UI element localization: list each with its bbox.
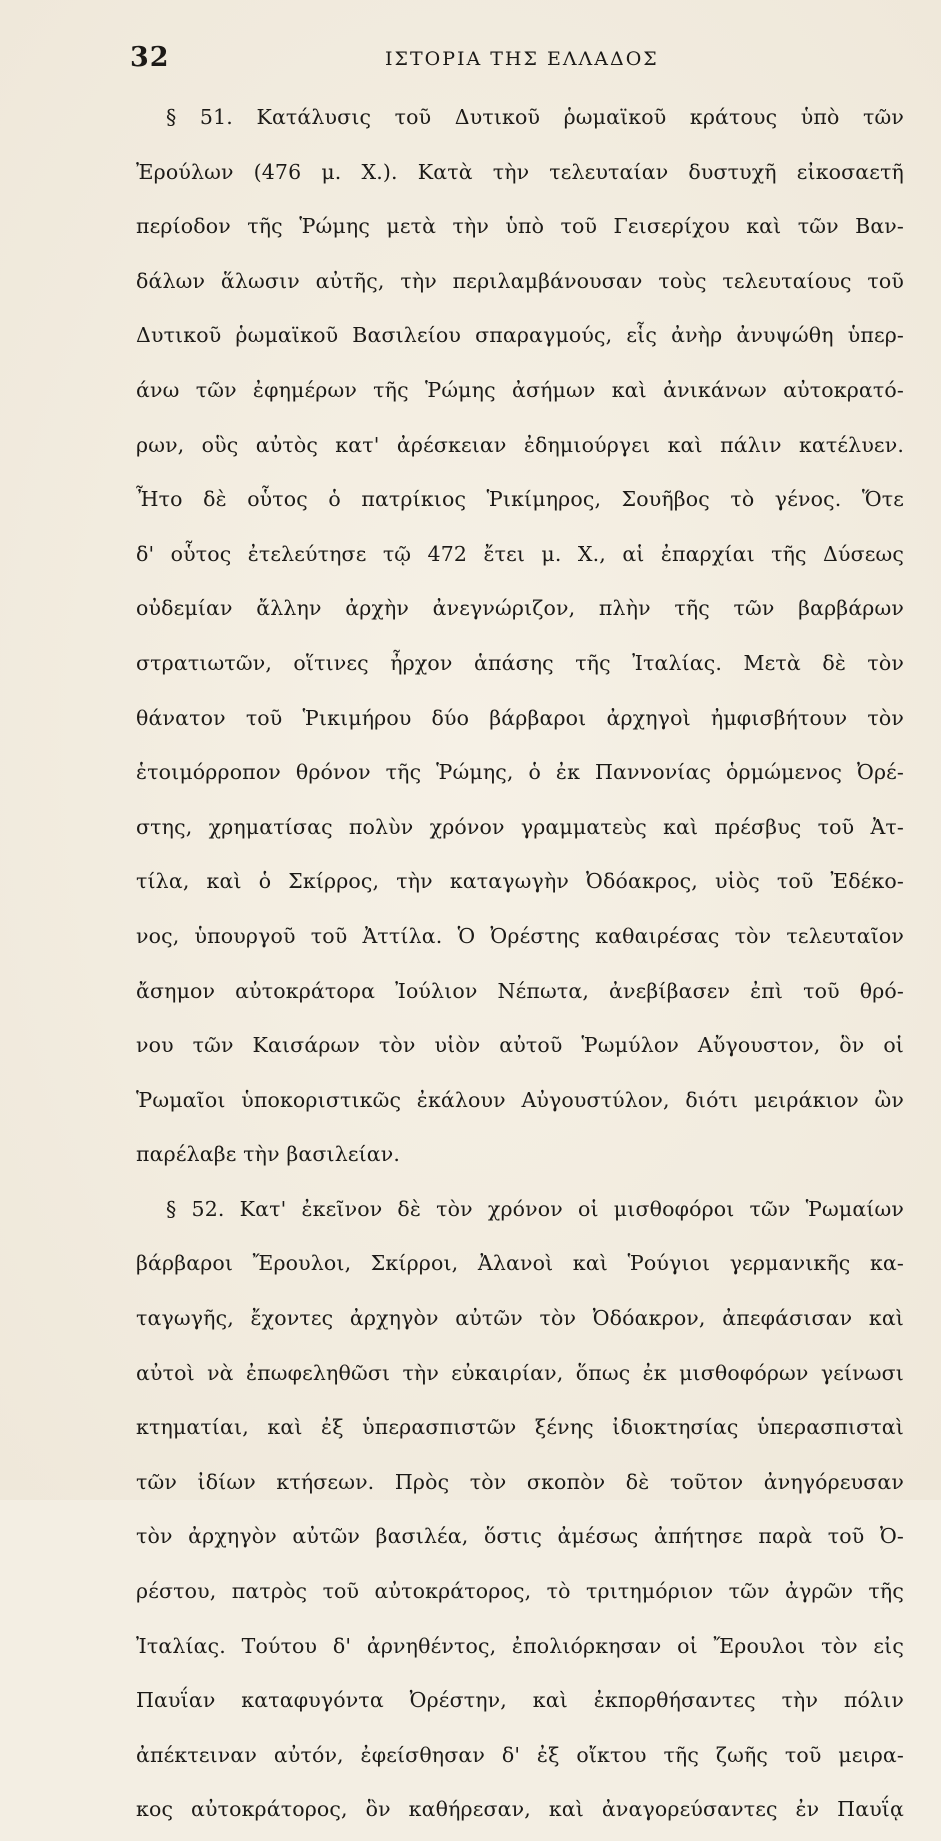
text-line: στρατιωτῶν, οἵτινες ἦρχον ἁπάσης τῆς Ἰταλίας. Μετὰ δὲ τὸν — [136, 650, 904, 675]
text-line: θάνατον τοῦ Ῥικιμήρου δύο βάρβαροι ἀρχηγοὶ ἠμφισβήτουν τὸν — [136, 705, 904, 730]
text-line: βάρβαροι Ἔρουλοι, Σκίρροι, Ἀλανοὶ καὶ Ῥούγιοι γερμανικῆς κα- — [136, 1251, 904, 1276]
text-line: Παυΐαν καταφυγόντα Ὀρέστην, καὶ ἐκπορθήσαντες τὴν πόλιν — [136, 1688, 904, 1713]
text-line: κτηματίαι, καὶ ἐξ ὑπερασπιστῶν ξένης ἰδιοκτησίας ὑπερασπισταὶ — [136, 1415, 904, 1440]
text-line: Ῥωμαῖοι ὑποκοριστικῶς ἐκάλουν Αὐγουστύλον, διότι μειράκιον ὢν — [136, 1087, 904, 1112]
text-line: ρέστου, πατρὸς τοῦ αὐτοκράτορος, τὸ τριτημόριον τῶν ἀγρῶν τῆς — [136, 1579, 904, 1604]
text-line: τίλα, καὶ ὁ Σκίρρος, τὴν καταγωγὴν Ὀδόακρος, υἱὸς τοῦ Ἐδέκο- — [136, 869, 904, 894]
text-line: Δυτικοῦ ῥωμαϊκοῦ Βασιλείου σπαραγμούς, εἷς ἀνὴρ ἀνυψώθη ὑπερ- — [136, 323, 904, 348]
text-line: ρων, οὓς αὐτὸς κατ' ἀρέσκειαν ἐδημιούργει καὶ πάλιν κατέλυεν. — [136, 432, 904, 457]
text-line: Ἐρούλων (476 μ. Χ.). Κατὰ τὴν τελευταίαν δυστυχῆ εἰκοσαετῆ — [136, 159, 904, 184]
text-line: οὐδεμίαν ἄλλην ἀρχὴν ἀνεγνώριζον, πλὴν τῆς τῶν βαρβάρων — [136, 596, 904, 621]
text-line: δάλων ἅλωσιν αὐτῆς, τὴν περιλαμβάνουσαν τοὺς τελευταίους τοῦ — [136, 268, 904, 293]
text-line: περίοδον τῆς Ῥώμης μετὰ τὴν ὑπὸ τοῦ Γεισερίχου καὶ τῶν Βαν- — [136, 214, 904, 239]
text-line: δ' οὗτος ἐτελεύτησε τῷ 472 ἔτει μ. Χ., αἱ ἐπαρχίαι τῆς Δύσεως — [136, 541, 904, 566]
text-line-paragraph-end: παρέλαβε τὴν βασιλείαν. — [136, 1142, 401, 1167]
text-line: ἄσημον αὐτοκράτορα Ἰούλιον Νέπωτα, ἀνεβίβασεν ἐπὶ τοῦ θρό- — [136, 978, 904, 1003]
page-header — [130, 42, 900, 78]
text-line: αὐτοὶ νὰ ἐπωφεληθῶσι τὴν εὐκαιρίαν, ὅπως ἐκ μισθοφόρων γείνωσι — [136, 1360, 904, 1385]
text-line: τῶν ἰδίων κτήσεων. Πρὸς τὸν σκοπὸν δὲ τοῦτον ἀνηγόρευσαν — [136, 1469, 904, 1494]
text-line-section-52-start: § 52. Κατ' ἐκεῖνον δὲ τὸν χρόνον οἱ μισθοφόροι τῶν Ῥωμαίων — [166, 1196, 904, 1221]
text-line: ἑτοιμόρροπον θρόνον τῆς Ῥώμης, ὁ ἐκ Παννονίας ὁρμώμενος Ὀρέ- — [136, 760, 904, 785]
text-line: Ἦτο δὲ οὗτος ὁ πατρίκιος Ῥικίμηρος, Σουῆβος τὸ γένος. Ὅτε — [136, 487, 904, 512]
text-line: ἀπέκτειναν αὐτόν, ἐφείσθησαν δ' ἐξ οἴκτου τῆς ζωῆς τοῦ μειρα- — [136, 1742, 904, 1767]
text-line: στης, χρηματίσας πολὺν χρόνον γραμματεὺς καὶ πρέσβυς τοῦ Ἀτ- — [136, 814, 904, 839]
text-line: ταγωγῆς, ἔχοντες ἀρχηγὸν αὐτῶν τὸν Ὀδόακρον, ἀπεφάσισαν καὶ — [136, 1306, 904, 1331]
text-line: Ἰταλίας. Τούτου δ' ἀρνηθέντος, ἐπολιόρκησαν οἱ Ἔρουλοι τὸν εἰς — [136, 1633, 904, 1658]
text-line: άνω τῶν ἐφημέρων τῆς Ῥώμης ἀσήμων καὶ ἀνικάνων αὐτοκρατό- — [136, 377, 904, 402]
text-line: νου τῶν Καισάρων τὸν υἱὸν αὐτοῦ Ῥωμύλον Αὔγουστον, ὃν οἱ — [136, 1033, 904, 1058]
running-head: ΙΣΤΟΡΙΑ ΤΗΣ ΕΛΛΑΔΟΣ — [385, 48, 659, 70]
body-text — [136, 94, 904, 1841]
page-number: 32 — [130, 42, 170, 73]
text-line: κος αὐτοκράτορος, ὃν καθήρεσαν, καὶ ἀναγορεύσαντες ἐν Παυΐᾳ — [136, 1797, 904, 1822]
text-line: τὸν ἀρχηγὸν αὐτῶν βασιλέα, ὅστις ἀμέσως ἀπήτησε παρὰ τοῦ Ὀ- — [136, 1524, 904, 1549]
text-line-section-51-heading: § 51. Κατάλυσις τοῦ Δυτικοῦ ῥωμαϊκοῦ κράτους ὑπὸ τῶν — [166, 105, 904, 129]
text-line: νος, ὑπουργοῦ τοῦ Ἀττίλα. Ὁ Ὀρέστης καθαιρέσας τὸν τελευταῖον — [136, 923, 904, 948]
